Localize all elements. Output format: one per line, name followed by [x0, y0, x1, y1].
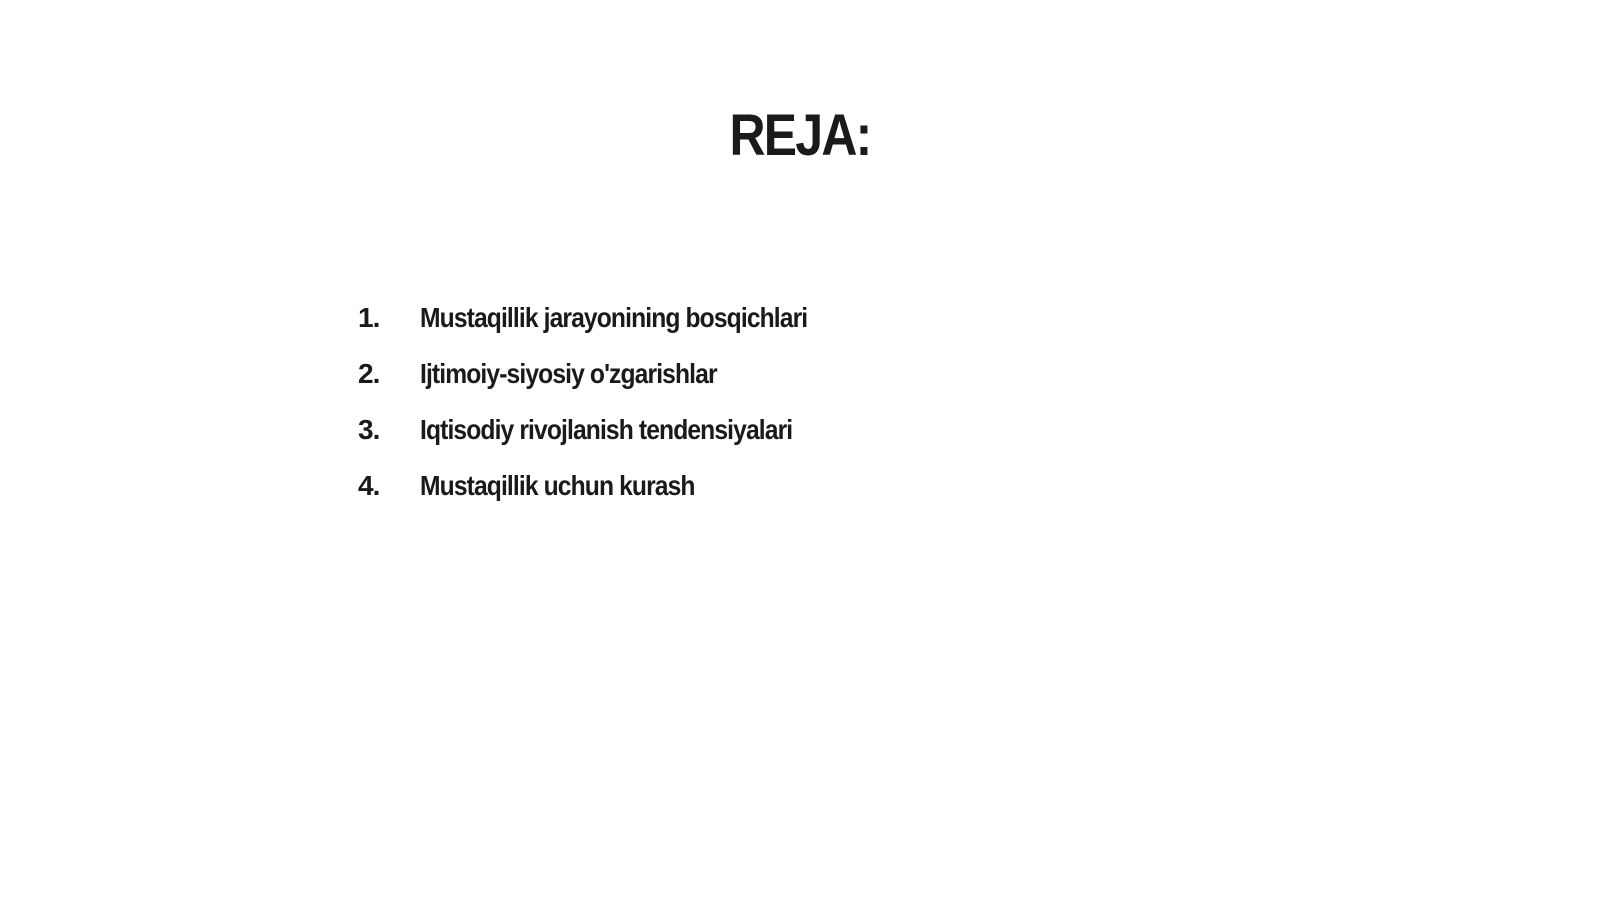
list-item-text: Mustaqillik jarayonining bosqichlari: [420, 302, 808, 333]
slide-title: REJA:: [729, 103, 871, 168]
list-item: [358, 346, 860, 402]
list-item: [358, 458, 860, 514]
list-item-number: 4.: [358, 470, 380, 501]
agenda-list: [358, 290, 860, 514]
list-item-number: 3.: [358, 414, 380, 445]
list-item: [358, 402, 860, 458]
list-item-text: Iqtisodiy rivojlanish tendensiyalari: [420, 414, 793, 445]
list-item-number: 2.: [358, 358, 380, 389]
list-item-number: 1.: [358, 302, 380, 333]
list-item-text: Ijtimoiy-siyosiy o'zgarishlar: [420, 358, 717, 389]
list-item-text: Mustaqillik uchun kurash: [420, 470, 695, 501]
list-item: [358, 290, 860, 346]
